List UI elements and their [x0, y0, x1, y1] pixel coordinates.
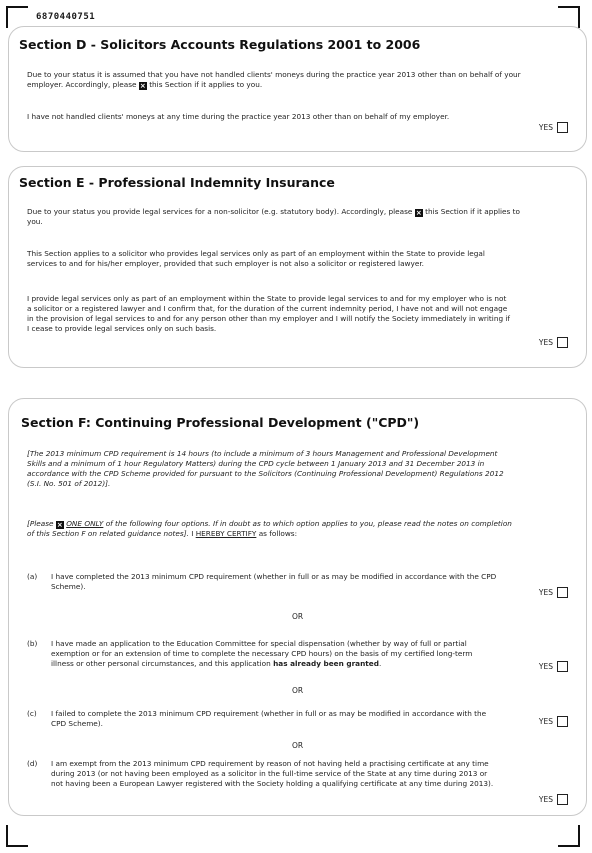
section-d	[8, 26, 587, 152]
section-e	[8, 166, 587, 368]
section-e-intro-text: Due to your status you provide legal services for a non-solicitor (e.g. statutory body). Accordingly, please	[27, 207, 413, 216]
option-c	[27, 709, 497, 729]
section-e-statement: I provide legal services only as part of an employment within the State to provide legal services to and for my employer who is not a solicitor or a registered lawyer and I confirm that, for the duration of the current indemnity period, I have not and will not engage in the provision of legal services to and for any person other than my employer and I will notify the Society immediately in writing if I cease to provide legal services only on such basis.	[27, 294, 510, 333]
option-b-yes[interactable]	[539, 661, 568, 672]
checkbox-empty-icon[interactable]	[557, 122, 568, 133]
crop-mark-bottom-right	[558, 825, 580, 847]
option-c-yes[interactable]	[539, 716, 568, 727]
or-separator: OR	[291, 612, 304, 621]
certify-underlined: HEREBY CERTIFY	[195, 529, 257, 538]
checkbox-x-icon: ×	[415, 209, 422, 217]
checkbox-x-icon: ×	[139, 82, 146, 90]
section-d-title: Section D - Solicitors Accounts Regulations 2001 to 2006	[19, 37, 421, 52]
checkbox-empty-icon[interactable]	[557, 716, 568, 727]
option-text-bold: has already been granted	[273, 659, 379, 668]
option-a-yes[interactable]	[539, 587, 568, 598]
option-b	[27, 639, 497, 669]
yes-label: YES	[538, 588, 553, 597]
yes-label: YES	[538, 123, 553, 132]
option-label: (a)	[27, 572, 38, 581]
checkbox-empty-icon[interactable]	[557, 587, 568, 598]
document-number: 6870440751	[36, 12, 96, 22]
section-d-intro	[27, 70, 527, 90]
option-label: (c)	[27, 709, 37, 718]
checkbox-empty-icon[interactable]	[557, 661, 568, 672]
section-e-intro-end: this Section if it applies to you.	[27, 207, 520, 226]
or-separator: OR	[291, 741, 304, 750]
checkbox-empty-icon[interactable]	[557, 794, 568, 805]
crop-mark-top-right	[558, 6, 580, 28]
instruction-rest: of the following four options. If in doubt as to which option applies to you, please read the notes on completion of this Section F on related guidance notes].	[27, 519, 512, 538]
instruction-start: [Please	[27, 519, 54, 528]
option-text: I am exempt from the 2013 minimum CPD requirement by reason of not having held a practising certificate at any time during 2013 (or not having been employed as a solicitor in the full-time service of the State at any time during 2013 or not having been a European Lawyer registered with the Society holding a qualifying certificate at any time during 2013).	[51, 759, 494, 788]
yes-label: YES	[538, 795, 553, 804]
certify-prefix: I	[191, 529, 194, 538]
crop-mark-bottom-left	[6, 825, 28, 847]
section-f-requirement: [The 2013 minimum CPD requirement is 14 hours (to include a minimum of 3 hours Management and Professional Development Skills and a minimum of 1 hour Regulatory Matters) during the CPD cycle between 1 January 2013 and 31 December 2013 in accordance with the CPD Scheme provided for pursuant to the Solicitors (Continuing Professional Development) Regulations 2012 (S.I. No. 501 of 2012)].	[27, 449, 504, 488]
yes-label: YES	[538, 717, 553, 726]
section-e-intro	[27, 207, 527, 227]
yes-label: YES	[538, 338, 553, 347]
section-e-yes[interactable]	[539, 337, 568, 348]
yes-label: YES	[538, 662, 553, 671]
or-separator: OR	[291, 686, 304, 695]
option-text-end: .	[378, 659, 382, 668]
section-f-title: Section F: Continuing Professional Development ("CPD")	[21, 415, 420, 430]
section-f	[8, 398, 587, 816]
section-e-title: Section E - Professional Indemnity Insurance	[19, 175, 335, 190]
instruction-one-only: ONE ONLY	[66, 519, 104, 528]
option-text	[51, 639, 497, 669]
crop-mark-top-left	[6, 6, 28, 28]
option-label: (b)	[27, 639, 38, 648]
certify-suffix: as follows:	[258, 529, 298, 538]
option-text: I have completed the 2013 minimum CPD requirement (whether in full or as may be modified in accordance with the CPD Scheme).	[51, 572, 497, 591]
option-label: (d)	[27, 759, 38, 768]
section-d-intro-end: this Section if it applies to you.	[149, 80, 263, 89]
option-text-main: I have made an application to the Education Committee for special dispensation (whether by way of full or partial exemption or for an extension of time to complete the necessary CPD hours) on the basis of my certified long-term illness or other personal circumstances, and this application	[51, 639, 473, 668]
option-d	[27, 759, 497, 789]
option-a	[27, 572, 497, 592]
checkbox-x-icon: ×	[56, 521, 63, 529]
section-e-applies: This Section applies to a solicitor who provides legal services only as part of an employment within the State to provide legal services to and for his/her employer, provided that such employer is not also a solicitor or registered lawyer.	[27, 249, 485, 268]
section-d-intro-text: Due to your status it is assumed that you have not handled clients' moneys during the practice year 2013 other than on behalf of your employer. Accordingly, please	[27, 70, 521, 89]
option-d-yes[interactable]	[539, 794, 568, 805]
section-d-yes[interactable]	[539, 122, 568, 133]
section-d-statement: I have not handled clients' moneys at any time during the practice year 2013 other than on behalf of my employer.	[27, 112, 450, 121]
option-text: I failed to complete the 2013 minimum CPD requirement (whether in full or as may be modified in accordance with the CPD Scheme).	[51, 709, 487, 728]
checkbox-empty-icon[interactable]	[557, 337, 568, 348]
section-f-instruction	[27, 519, 517, 539]
